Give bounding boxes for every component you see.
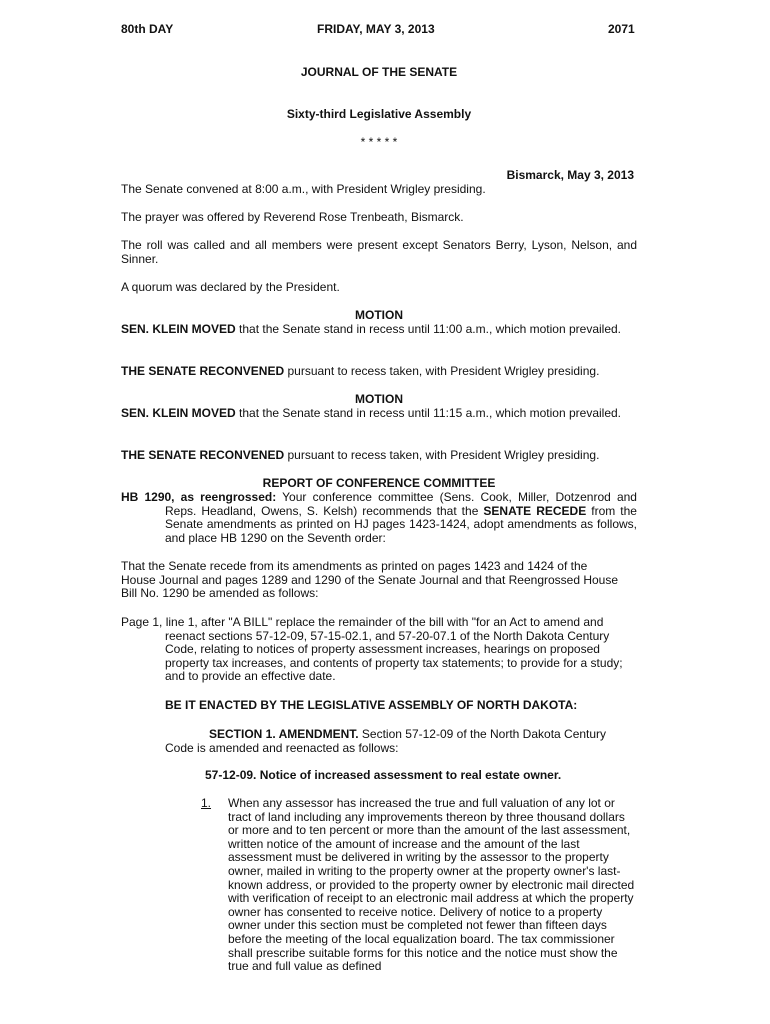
motion-body: that the Senate stand in recess until 11:15 a.m., which motion prevailed.	[235, 406, 622, 420]
convened-statement: The Senate convened at 8:00 a.m., with President Wrigley presiding.	[121, 182, 486, 196]
section-1-body: Section 57-12-09 of the North Dakota Century Code is amended and reenacted as follows:	[165, 727, 607, 755]
report-body-2: from the Senate amendments as printed on HJ pages 1423-1424, adopt amendments as follows, and place HB 1290 on the Seventh order:	[165, 503, 637, 545]
journal-title: JOURNAL OF THE SENATE	[300, 65, 458, 79]
section-1-text	[165, 728, 629, 755]
conference-report-heading: REPORT OF CONFERENCE COMMITTEE	[262, 476, 496, 490]
roll-call-statement: The roll was called and all members were present except Senators Berry, Lyson, Nelson, and Sinner.	[121, 238, 637, 266]
motion-mover: SEN. KLEIN MOVED	[121, 406, 236, 420]
reconvened-label: THE SENATE RECONVENED	[121, 364, 285, 378]
motion-mover: SEN. KLEIN MOVED	[121, 322, 236, 336]
reconvened-statement	[121, 449, 637, 463]
separator-stars: * * * * *	[360, 135, 398, 149]
prayer-statement: The prayer was offered by Reverend Rose Trenbeath, Bismarck.	[121, 210, 464, 224]
statute-heading: 57-12-09. Notice of increased assessment to real estate owner.	[205, 768, 562, 782]
dateline: Bismarck, May 3, 2013	[506, 168, 634, 182]
bill-number: HB 1290, as reengrossed:	[121, 490, 277, 504]
reconvened-text: pursuant to recess taken, with President Wrigley presiding.	[284, 364, 600, 378]
reconvened-statement	[121, 365, 637, 379]
motion-text	[121, 407, 637, 421]
motion-heading: MOTION	[355, 308, 403, 322]
section-1-label: SECTION 1. AMENDMENT.	[209, 727, 359, 741]
header-page-number: 2071	[608, 22, 635, 36]
recede-statement: That the Senate recede from its amendments as printed on pages 1423 and 1424 of the House Journal and pages 1289 and 1290 of the Senate Journal and that Reengrossed House Bill No. 1290 be amended as follows:	[121, 559, 619, 601]
reconvened-label: THE SENATE RECONVENED	[121, 448, 285, 462]
motion-body: that the Senate stand in recess until 11:00 a.m., which motion prevailed.	[235, 322, 622, 336]
subsection-number: 1.	[201, 796, 212, 810]
header-date: FRIDAY, MAY 3, 2013	[317, 22, 435, 36]
enacting-clause: BE IT ENACTED BY THE LEGISLATIVE ASSEMBLY OF NORTH DAKOTA:	[165, 698, 578, 712]
assembly-title: Sixty-third Legislative Assembly	[286, 107, 472, 121]
quorum-statement: A quorum was declared by the President.	[121, 280, 340, 294]
conference-report-text	[121, 491, 637, 545]
senate-recede-label: SENATE RECEDE	[483, 503, 587, 518]
reconvened-text: pursuant to recess taken, with President Wrigley presiding.	[284, 448, 600, 462]
subsection-text: When any assessor has increased the true and full valuation of any lot or tract of land including any improvements thereon by three thousand dollars or more and to ten percent or more than the amount of the last assessment, written notice of the amount of increase and the amount of the last assessment must be delivered in writing by the assessor to the property owner, mailed in writing to the property owner at the property owner's last-known address, or provided to the property owner by electronic mail directed with verification of receipt to an electronic mail address at which the property owner has consented to receive notice. Delivery of notice to a property owner under this section must be completed not fewer than fifteen days before the meeting of the local equalization board. The tax commissioner shall prescribe suitable forms for this notice and the notice must show the true and full value as defined	[228, 796, 635, 974]
header-day: 80th DAY	[121, 22, 174, 36]
report-body-1: Your conference committee (Sens. Cook, Miller, Dotzenrod and Reps. Headland, Owens, S. Kelsh) recommends that the	[165, 490, 637, 518]
amendment-line: Page 1, line 1, after "A BILL" replace the remainder of the bill with "for an Act to amend and reenact sections 57-12-09, 57-15-02.1, and 57-20-07.1 of the North Dakota Century Code, relating to notices of property assessment increases, hearings on proposed property tax increases, and contents of property tax statements; to provide for a study; and to provide an effective date.	[121, 615, 623, 684]
motion-heading: MOTION	[355, 392, 403, 406]
motion-text	[121, 323, 637, 337]
